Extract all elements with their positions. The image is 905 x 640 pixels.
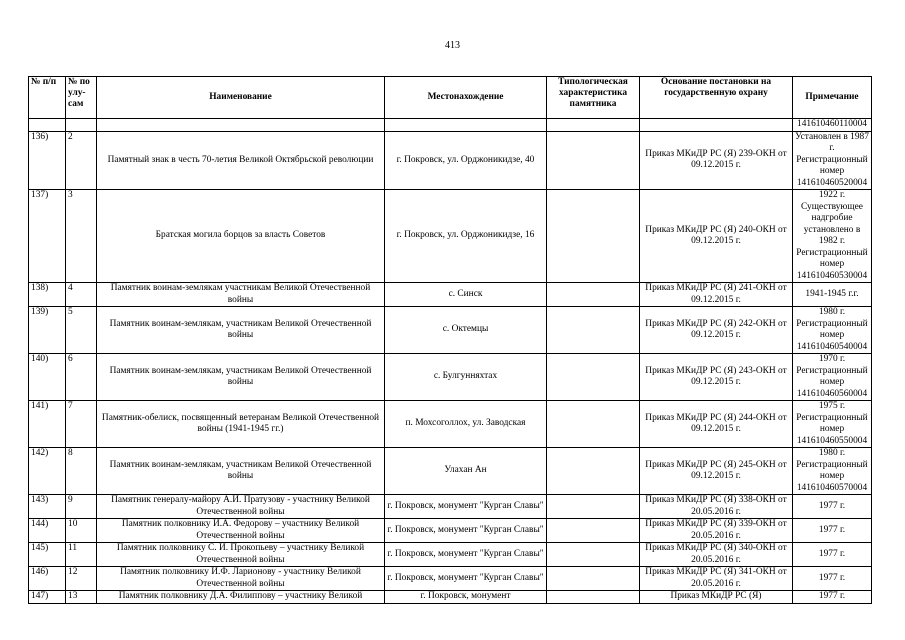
monument-typology [547, 307, 640, 354]
monument-note: Установлен в 1987 г. Регистрационный номер 141610460520004 [793, 131, 872, 190]
ulus-number: 6 [66, 354, 97, 401]
row-number: 144) [29, 519, 66, 543]
monument-location: г. Покровск, монумент "Курган Славы" [385, 543, 547, 567]
monument-name: Памятник полковнику И.Ф. Ларионову - участнику Великой Отечественной войны [97, 567, 385, 591]
monument-typology [547, 543, 640, 567]
monument-note: 1980 г. Регистрационный номер 141610460570004 [793, 448, 872, 495]
table-row [29, 567, 872, 591]
protection-basis: Приказ МКиДР РС (Я) 339-ОКН от 20.05.2016 г. [640, 519, 793, 543]
protection-basis: Приказ МКиДР РС (Я) [640, 591, 793, 604]
continuation-note: 141610460110004 [793, 119, 872, 132]
monument-typology [547, 283, 640, 307]
protection-basis: Приказ МКиДР РС (Я) 244-ОКН от 09.12.2015 г. [640, 401, 793, 448]
monument-name: Памятник воинам-землякам, участникам Великой Отечественной войны [97, 307, 385, 354]
ulus-number: 12 [66, 567, 97, 591]
monument-location: г. Покровск, монумент [385, 591, 547, 604]
table-row [29, 401, 872, 448]
monument-location: с. Синск [385, 283, 547, 307]
protection-basis: Приказ МКиДР РС (Я) 239-ОКН от 09.12.2015 г. [640, 131, 793, 190]
monument-typology [547, 190, 640, 283]
protection-basis: Приказ МКиДР РС (Я) 242-ОКН от 09.12.2015 г. [640, 307, 793, 354]
protection-basis: Приказ МКиДР РС (Я) 338-ОКН от 20.05.2016 г. [640, 495, 793, 519]
protection-basis: Приказ МКиДР РС (Я) 240-ОКН от 09.12.2015 г. [640, 190, 793, 283]
monument-note: 1977 г. [793, 567, 872, 591]
table-row [29, 519, 872, 543]
monument-note: 1975 г. Регистрационный номер 141610460550004 [793, 401, 872, 448]
header-name: Наименование [97, 77, 385, 119]
monument-note: 1977 г. [793, 591, 872, 604]
monument-location: г. Покровск, ул. Орджоникидзе, 16 [385, 190, 547, 283]
table-cell [66, 119, 97, 132]
table-row [29, 307, 872, 354]
row-number: 138) [29, 283, 66, 307]
row-number: 146) [29, 567, 66, 591]
monument-location: п. Мохсоголлох, ул. Заводская [385, 401, 547, 448]
monument-name: Памятник-обелиск, посвященный ветеранам Великой Отечественной войны (1941-1945 гг.) [97, 401, 385, 448]
continuation-row [29, 119, 872, 132]
table-row [29, 448, 872, 495]
table-cell [547, 119, 640, 132]
header-num: № п/п [29, 77, 66, 119]
ulus-number: 11 [66, 543, 97, 567]
monument-location: г. Покровск, монумент "Курган Славы" [385, 519, 547, 543]
row-number: 143) [29, 495, 66, 519]
monument-location: с. Булгунняхтах [385, 354, 547, 401]
monument-typology [547, 567, 640, 591]
header-ulus-num: № по улу-сам [66, 77, 97, 119]
row-number: 137) [29, 190, 66, 283]
monument-location: Улахан Ан [385, 448, 547, 495]
monument-note: 1977 г. [793, 495, 872, 519]
header-location: Местонахождение [385, 77, 547, 119]
monument-note: 1980 г. Регистрационный номер 141610460540004 [793, 307, 872, 354]
protection-basis: Приказ МКиДР РС (Я) 245-ОКН от 09.12.2015 г. [640, 448, 793, 495]
ulus-number: 4 [66, 283, 97, 307]
monument-note: 1977 г. [793, 543, 872, 567]
row-number: 141) [29, 401, 66, 448]
ulus-number: 7 [66, 401, 97, 448]
table-cell [29, 119, 66, 132]
monument-name: Памятник полковнику И.А. Федорову – участнику Великой Отечественной войны [97, 519, 385, 543]
monument-typology [547, 495, 640, 519]
row-number: 147) [29, 591, 66, 604]
table-cell [640, 119, 793, 132]
monument-name: Памятник воинам-землякам, участникам Великой Отечественной войны [97, 448, 385, 495]
monuments-table [28, 76, 872, 604]
monument-location: с. Октемцы [385, 307, 547, 354]
monument-name: Братская могила борцов за власть Советов [97, 190, 385, 283]
table-row [29, 543, 872, 567]
protection-basis: Приказ МКиДР РС (Я) 243-ОКН от 09.12.2015 г. [640, 354, 793, 401]
monument-typology [547, 354, 640, 401]
monument-name: Памятный знак в честь 70-летия Великой Октябрьской революции [97, 131, 385, 190]
protection-basis: Приказ МКиДР РС (Я) 241-ОКН от 09.12.2015 г. [640, 283, 793, 307]
monument-location: г. Покровск, ул. Орджоникидзе, 40 [385, 131, 547, 190]
monument-typology [547, 448, 640, 495]
monument-name: Памятник полковнику Д.А. Филиппову – участнику Великой [97, 591, 385, 604]
monument-location: г. Покровск, монумент "Курган Славы" [385, 495, 547, 519]
row-number: 139) [29, 307, 66, 354]
table-row [29, 354, 872, 401]
ulus-number: 5 [66, 307, 97, 354]
ulus-number: 8 [66, 448, 97, 495]
monument-name: Памятник воинам-землякам участникам Великой Отечественной войны [97, 283, 385, 307]
ulus-number: 9 [66, 495, 97, 519]
row-number: 142) [29, 448, 66, 495]
header-typology: Типологическая характеристика памятника [547, 77, 640, 119]
table-cell [385, 119, 547, 132]
monument-typology [547, 131, 640, 190]
monument-note: 1941-1945 г.г. [793, 283, 872, 307]
ulus-number: 2 [66, 131, 97, 190]
table-cell [97, 119, 385, 132]
table-row [29, 283, 872, 307]
header-note: Примечание [793, 77, 872, 119]
monument-name: Памятник полковнику С. И. Прокопьеву – участнику Великой Отечественной войны [97, 543, 385, 567]
ulus-number: 3 [66, 190, 97, 283]
monument-typology [547, 401, 640, 448]
row-number: 136) [29, 131, 66, 190]
ulus-number: 10 [66, 519, 97, 543]
protection-basis: Приказ МКиДР РС (Я) 341-ОКН от 20.05.2016 г. [640, 567, 793, 591]
page-number: 413 [445, 40, 460, 51]
monument-location: г. Покровск, монумент "Курган Славы" [385, 567, 547, 591]
row-number: 145) [29, 543, 66, 567]
monument-name: Памятник воинам-землякам, участникам Великой Отечественной войны [97, 354, 385, 401]
monument-typology [547, 519, 640, 543]
protection-basis: Приказ МКиДР РС (Я) 340-ОКН от 20.05.2016 г. [640, 543, 793, 567]
monument-note: 1970 г. Регистрационный номер 141610460560004 [793, 354, 872, 401]
monument-typology [547, 591, 640, 604]
header-basis: Основание постановки на государственную охрану [640, 77, 793, 119]
monument-note: 1977 г. [793, 519, 872, 543]
table-row [29, 190, 872, 283]
table-row [29, 495, 872, 519]
row-number: 140) [29, 354, 66, 401]
table-row [29, 131, 872, 190]
table-header-row [29, 77, 872, 119]
monument-note: 1922 г. Существующее надгробие установлено в 1982 г. Регистрационный номер 141610460530004 [793, 190, 872, 283]
table-row [29, 591, 872, 604]
monument-name: Памятник генералу-майору А.И. Пратузову - участнику Великой Отечественной войны [97, 495, 385, 519]
ulus-number: 13 [66, 591, 97, 604]
